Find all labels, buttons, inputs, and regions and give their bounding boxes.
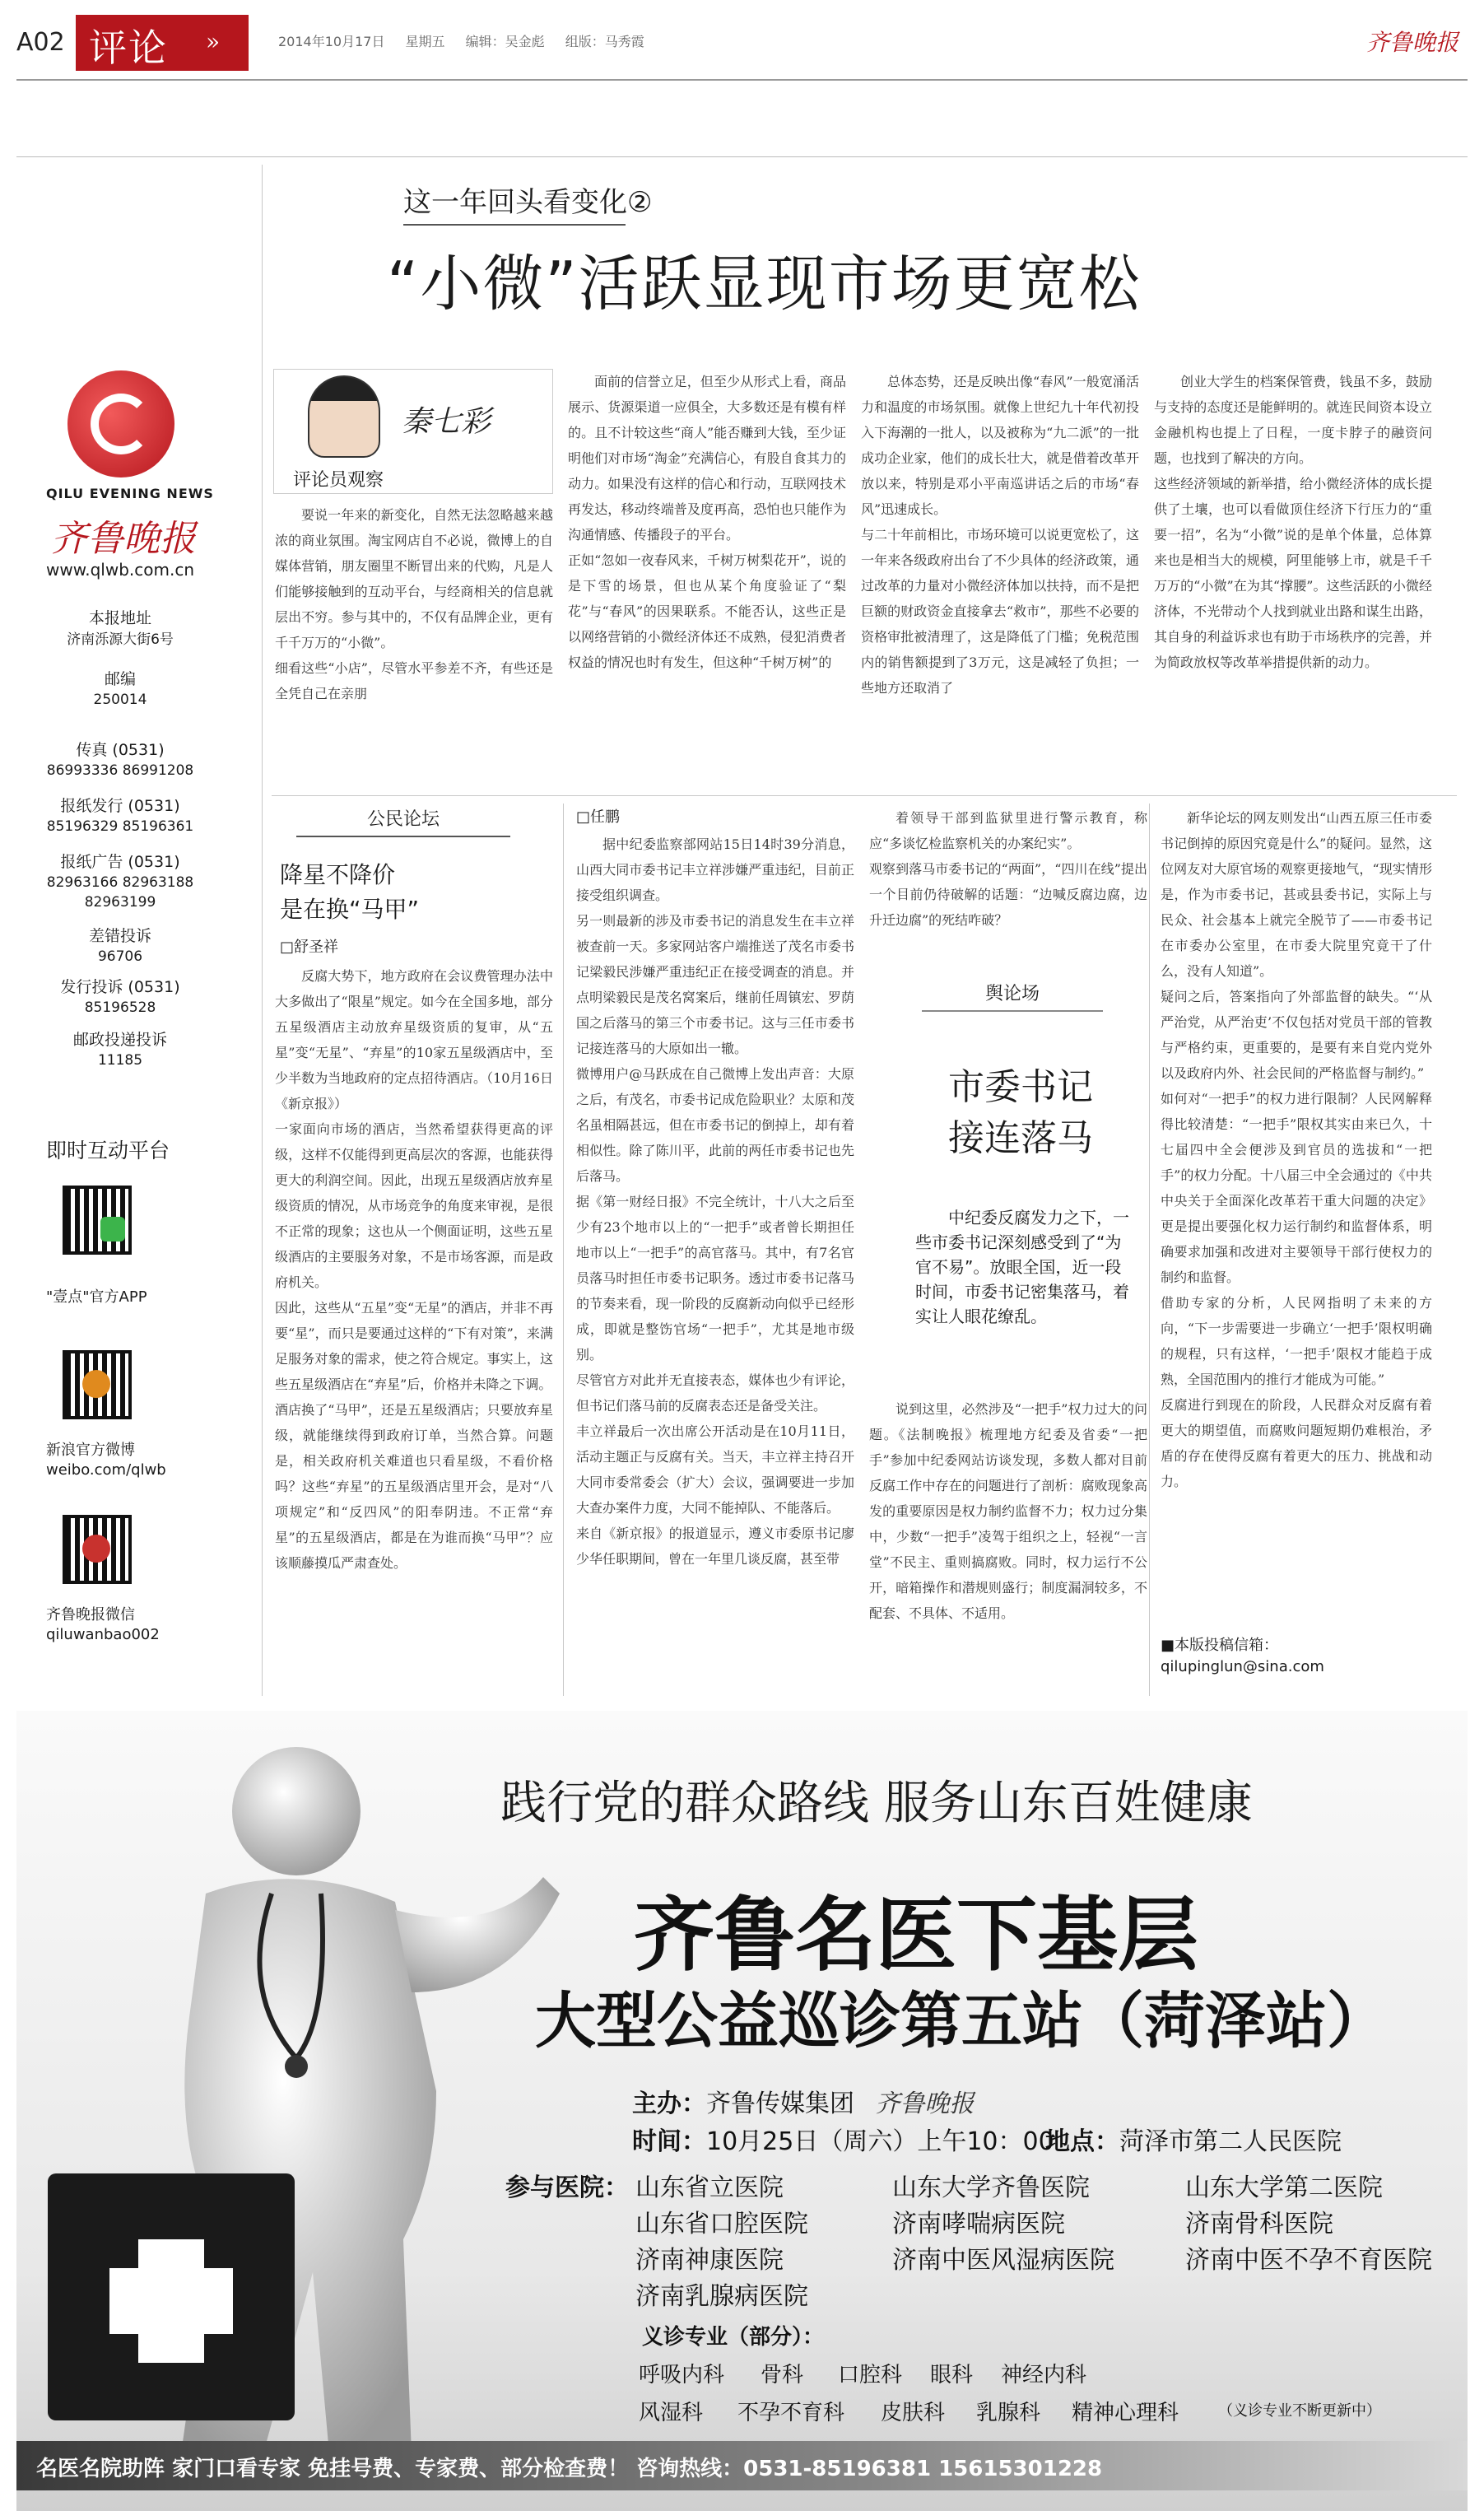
specialty: 骨科 bbox=[761, 2363, 804, 2388]
specialty: 乳腺科 bbox=[976, 2401, 1041, 2425]
rep-summary: 中纪委反腐发力之下，一些市委书记深刻感受到了“为官不易”。放眼全国，近一段时间，市委书记密集落马，着实让人眼花缭乱。 bbox=[915, 1208, 1129, 1326]
header-meta bbox=[278, 31, 661, 50]
rep-col3: 说到这里，必然涉及“一把手”权力过大的问题。《法制晚报》梳理地方纪委及省委“一把手”参加中纪委网站访谈发现，多数人都对目前反腐工作中存在的问题进行了剖析：腐败现象高发的重要原因是权力制约监督不力；权力过分集中，少数“一把手”凌驾于组织之上，轻视“一言堂”不民主、重则搞腐败。同时，权力运行不公开，暗箱操作和潜规则盛行；制度漏洞较多，不配套、不具体、不适用。 bbox=[869, 1401, 1147, 1621]
fax: 86993336 86991208 bbox=[46, 762, 194, 779]
sidebar-divider bbox=[262, 165, 263, 1696]
fax-label: 传真 (0531) bbox=[76, 741, 165, 759]
time-label: 时间： bbox=[632, 2127, 706, 2156]
place: 菏泽市第二人民医院 bbox=[1119, 2127, 1342, 2156]
contact-email[interactable]: qilupinglun@sina.com bbox=[1161, 1658, 1324, 1675]
ad-title-2: 大型公益巡诊第五站（菏泽站） bbox=[535, 1986, 1388, 2057]
mail-label: 邮政投递投诉 bbox=[72, 1031, 167, 1049]
qr3-label: 齐鲁晚报微信 qiluwanbao002 bbox=[46, 1606, 160, 1643]
lead-bottom-rule bbox=[272, 795, 1457, 796]
author-role: 评论员观察 bbox=[293, 470, 384, 491]
hospital: 山东大学第二医院 bbox=[1185, 2173, 1383, 2202]
site-url[interactable]: www.qlwb.com.cn bbox=[46, 560, 194, 580]
interact-title: 即时互动平台 bbox=[46, 1139, 170, 1162]
lead-col2: 面前的信誉立足，但至少从形式上看，商品展示、货源渠道一应俱全，大多数还是有模有样的。且不计较这些“商人”能否赚到大钱，至少证明他们对市场“淘金”充满信心，有股自食其力的动力。如果没有这样的信心和行动，互联网技术再发达，移动终端普及度再高，恐怕也只能作为沟通情感、传播段子的平台。 正如“忽如一夜春风来，千树万树梨花开”，说的是下雪的场景，但也从某个角度验证了“梨花”与“春风”的因果联系。不能否认，这些正是以网络营销的小微经济体还不成熟，侵犯消费者权益的情况也时有发生，但这种“千树万树”的 bbox=[568, 374, 846, 670]
chevron-right-icon: » bbox=[206, 28, 221, 55]
comp-label: 发行投诉 (0531) bbox=[60, 978, 180, 996]
ad-host-row bbox=[632, 2083, 975, 2119]
contact-label: ■本版投稿信箱： bbox=[1161, 1637, 1279, 1654]
hospital: 济南哮喘病医院 bbox=[892, 2210, 1065, 2238]
wechat-icon bbox=[82, 1535, 110, 1563]
forum-body: 反腐大势下，地方政府在会议费管理办法中大多做出了“限星”规定。如今在全国多地，部分五星级酒店主动放弃星级资质的复审，从“五星”变“无星”、“弃星”的10家五星级酒店中，至少半数为当地政府的定点招待酒店。（10月16日《新京报》） 一家面向市场的酒店，当然希望获得更高的评级，这样不仅能得到更高层次的客源，也能获得更大的利润空间。因此，出现五星级酒店放弃星级资质的情况，从市场竞争的角度来审视，是很不正常的现象；这也从一个侧面证明，这些五星级酒店的主要服务对象，不是市场客源，而是政府机关。 因此，这些从“五星”变“无星”的酒店，并非不再要“星”，而只是要通过这样的“下有对策”，来满足服务对象的需求，使之符合规定。事实上，这些五星级酒店在“弃星”后，价格并未降之下调。 酒店换了“马甲”，还是五星级酒店；只要放弃星级，就能继续得到政府订单，当然合算。问题是，相关政府机关难道也只看星级，不看价格吗？这些“弃星”的五星级酒店里开会，是对“八项规定”和“反四风”的阳奉阴违。不正常“弃星”的五星级酒店，都是在为谁而换“马甲”？应该顺藤摸瓜严肃查处。 bbox=[275, 968, 553, 1571]
mail: 11185 bbox=[97, 1052, 143, 1069]
specialty: 神经内科 bbox=[1001, 2363, 1087, 2388]
cross-icon-h bbox=[109, 2268, 233, 2334]
lead-col1: 要说一年来的新变化，自然无法忽略越来越浓的商业氛围。淘宝网店自不必说，微博上的自媒体营销，朋友圈里不断冒出来的代购，凡是人们能够接触到的互动平台，与经商相关的信息就层出不穷。参与其中的，不仅有品牌企业，更有千千万万的“小微”。 细看这些“小店”，尽管水平参差不齐，有些还是全凭自己在亲朋 bbox=[275, 507, 553, 701]
spec-note: （义诊专业不断更新中） bbox=[1218, 2402, 1381, 2420]
forum-author: □舒圣祥 bbox=[280, 939, 339, 956]
rep-author: □任鹏 bbox=[576, 808, 621, 826]
dist-label: 报纸发行 (0531) bbox=[60, 797, 180, 815]
col-divider bbox=[1149, 804, 1150, 1696]
header-rule-2 bbox=[16, 156, 1468, 157]
err: 96706 bbox=[97, 948, 143, 965]
author-signature: 秦七彩 bbox=[402, 405, 491, 439]
rep-title: 市委书记 接连落马 bbox=[948, 1066, 1093, 1159]
err-label: 差错投诉 bbox=[88, 927, 151, 945]
header-weekday: 星期五 bbox=[405, 34, 445, 49]
ad-place-row bbox=[1045, 2121, 1342, 2157]
address-label: 本报地址 bbox=[88, 609, 151, 627]
adv-label: 报纸广告 (0531) bbox=[60, 853, 180, 871]
logo-cn: 齐鲁晚报 bbox=[51, 518, 196, 560]
rep-col1: 据中纪委监察部网站15日14时39分消息，山西大同市委书记丰立祥涉嫌严重违纪，目前正接受组织调查。 另一则最新的涉及市委书记的消息发生在丰立祥被查前一天。多家网站客户端推送了茂名市委书记梁毅民涉嫌严重违纪正在接受调查的消息。并点明梁毅民是茂名窝案后，继前任周镇宏、罗荫国之后落马的第三个市委书记。这与三任市委书记接连落马的大原如出一辙。 微博用户@马跃成在自己微博上发出声音：大原之后，有茂名，市委书记成危险职业？太原和茂名虽相隔甚远，但在市委书记的倒掉上，却有着相似性。除了陈川平，此前的两任市委书记也先后落马。 据《第一财经日报》不完全统计，十八大之后至少有23个地市以上的“一把手”或者曾长期担任地市以上“一把手”的高官落马。其中，有7名官员落马时担任市委书记职务。透过市委书记落马的节奏来看，现一阶段的反腐新动向似乎已经形成，即就是整饬官场“一把手”，尤其是地市级别。 尽管官方对此并无直接表态，媒体也少有评论，但书记们落马前的反腐表态还是备受关注。 丰立祥最后一次出席公开活动是在10月11日，活动主题正与反腐有关。当天，丰立祥主持召开大同市委常委会（扩大）会议，强调要进一步加大查办案件力度，大同不能掉队、不能落后。 来自《新京报》的报道显示，遵义市委原书记廖少华任职期间，曾在一年里几谈反腐，甚至带 bbox=[576, 836, 854, 1567]
weibo-icon bbox=[82, 1370, 110, 1398]
hosp-label: 参与医院： bbox=[505, 2173, 629, 2202]
logo-en: QILU EVENING NEWS bbox=[46, 486, 214, 501]
specialty: 皮肤科 bbox=[881, 2401, 946, 2425]
qr2-label: 新浪官方微博 weibo.com/qlwb bbox=[46, 1442, 166, 1479]
host: 齐鲁传媒集团 bbox=[706, 2089, 854, 2118]
qr1-label: "壹点"官方APP bbox=[46, 1288, 147, 1306]
app-icon bbox=[100, 1217, 125, 1242]
lead-title: “小微”活跃显现市场更宽松 bbox=[387, 249, 1142, 319]
forum-title: 降星不降价 是在换“马甲” bbox=[280, 861, 420, 923]
header-editor: 编辑：吴金彪 bbox=[465, 34, 545, 49]
hospital: 山东大学齐鲁医院 bbox=[892, 2173, 1090, 2202]
host-label: 主办： bbox=[632, 2089, 706, 2118]
hospital: 济南神康医院 bbox=[635, 2246, 784, 2275]
ad-title-1: 齐鲁名医下基层 bbox=[634, 1888, 1199, 1982]
hospital: 济南乳腺病医院 bbox=[635, 2282, 808, 2311]
time: 10月25日（周六）上午10：00 bbox=[706, 2127, 1054, 2156]
section-title: 评论 bbox=[89, 26, 168, 70]
page-number: A02 bbox=[16, 28, 65, 57]
lead-kicker: 这一年回头看变化② bbox=[403, 186, 653, 219]
specialty: 口腔科 bbox=[838, 2363, 903, 2388]
header-rule bbox=[16, 79, 1468, 81]
lead-col4: 创业大学生的档案保管费，钱虽不多，鼓励与支持的态度还是能鲜明的。就连民间资本设立金融机构也提上了日程，一度卡脖子的融资问题，也找到了解决的方向。 这些经济领域的新举措，给小微经济体的成长提供了土壤，也可以看做顶住经济下行压力的“重要一招”，名为“小微”说的是单个体量，总体算来也是相当大的规模，阿里能够上市，就是千千万万的“小微”在为其“撑腰”。这些活跃的小微经济体，不光带动个人找到就业出路和谋生出路，其自身的利益诉求也有助于市场秩序的完善，并为简政放权等改革举措提供新的动力。 bbox=[1154, 374, 1432, 670]
comp: 85196528 bbox=[84, 999, 156, 1016]
rep-col2: 着领导干部到监狱里进行警示教育，称应“多谈忆检监察机关的办案纪实”。 观察到落马市委书记的“两面”，“四川在线”提出一个目前仍待破解的话题：“边喊反腐边腐，边升迁边腐”的死结咋破？ bbox=[869, 810, 1147, 928]
post-label: 邮编 bbox=[104, 670, 136, 688]
dist: 85196329 85196361 bbox=[46, 818, 194, 835]
host-brand-logo: 齐鲁晚报 bbox=[875, 2089, 975, 2118]
hospital: 济南中医不孕不育医院 bbox=[1185, 2246, 1432, 2275]
ad-time-row bbox=[632, 2121, 1054, 2157]
opinion-label: 舆论场 bbox=[922, 980, 1103, 1012]
logo-swirl-icon bbox=[91, 394, 151, 454]
hospital: 济南中医风湿病医院 bbox=[892, 2246, 1114, 2275]
adv: 82963166 82963188 82963199 bbox=[46, 874, 194, 911]
kicker-rule bbox=[403, 224, 626, 226]
post: 250014 bbox=[93, 692, 147, 708]
lead-col3: 总体态势，还是反映出像“春风”一般宽涌活力和温度的市场氛围。就像上世纪九十年代初投入下海潮的一批人，以及被称为“九二派”的一批成功企业家，他们的成长壮大，就是借着改革开放以来，特别是邓小平南巡讲话之后的市场“春风”迅速成长。 与二十年前相比，市场环境可以说更宽松了，这一年来各级政府出台了不少具体的经济政策，通过改革的力量对小微经济体加以扶持，而不是把巨额的财政资金直接拿去“救市”，那些不必要的资格审批被清理了，这是降低了门槛；免税范围内的销售额提到了3万元，这是减轻了负担；一些地方还取消了 bbox=[861, 374, 1139, 696]
specialty: 精神心理科 bbox=[1072, 2401, 1179, 2425]
col-divider bbox=[563, 804, 564, 1696]
place-label: 地点： bbox=[1045, 2127, 1119, 2156]
specialty: 眼科 bbox=[930, 2363, 974, 2388]
ad-slogan: 践行党的群众路线 服务山东百姓健康 bbox=[500, 1777, 1253, 1830]
address: 济南泺源大街6号 bbox=[67, 631, 174, 648]
header-brand-logo: 齐鲁晚报 bbox=[1366, 29, 1459, 56]
author-portrait-icon bbox=[308, 375, 380, 458]
specialty: 不孕不育科 bbox=[737, 2401, 845, 2425]
hospital: 山东省口腔医院 bbox=[635, 2210, 808, 2238]
specialty: 呼吸内科 bbox=[639, 2363, 725, 2388]
forum-label: 公民论坛 bbox=[296, 805, 510, 837]
spec-label: 义诊专业（部分）： bbox=[642, 2325, 825, 2350]
header-layout: 组版：马秀霞 bbox=[565, 34, 644, 49]
hospital: 山东省立医院 bbox=[635, 2173, 784, 2202]
ad-hotline: 名医名院助阵 家门口看专家 免挂号费、专家费、部分检查费！ 咨询热线：0531-85196381 15615301228 bbox=[36, 2457, 1103, 2481]
hospital: 济南骨科医院 bbox=[1185, 2210, 1333, 2238]
specialty: 风湿科 bbox=[639, 2401, 704, 2425]
rep-col4: 新华论坛的网友则发出“山西五原三任市委书记倒掉的原因究竟是什么”的疑问。显然，这位网友对大原官场的观察更接地气，“现实情形是，作为市委书记，甚或县委书记，实际上与民众、社会基本上就完全脱节了——市委书记在市委办公室里，在市委大院里究竟干了什么，没有人知道”。 疑问之后，答案指向了外部监督的缺失。“‘从严治党，从严治吏’不仅包括对党员干部的管教与严格约束，更重要的，是要有来自党内党外以及政府内外、社会民间的严格监督与制约。” 如何对“一把手”的权力进行限制？人民网解释得比较清楚：“一把手”限权其实由来已久，十七届四中全会便涉及到官员的选拔和“一把手”的权力分配。十八届三中全会通过的《中共中央关于全面深化改革若干重大问题的决定》更是提出要强化权力运行制约和监督体系，明确要求加强和改进对主要领导干部行使权力的制约和监督。 借助专家的分析，人民网指明了未来的方向，“下一步需要进一步确立‘一把手’限权明确的规程，只有这样，‘一把手’限权才能趋于成熟，全国范围内的推行才能成为可能。” 反腐进行到现在的阶段，人民群众对反腐有着更大的期望值，而腐败问题短期仍难根治，矛盾的存在使得反腐有着更大的压力、挑战和动力。 bbox=[1161, 810, 1432, 1489]
header-date: 2014年10月17日 bbox=[278, 34, 385, 49]
